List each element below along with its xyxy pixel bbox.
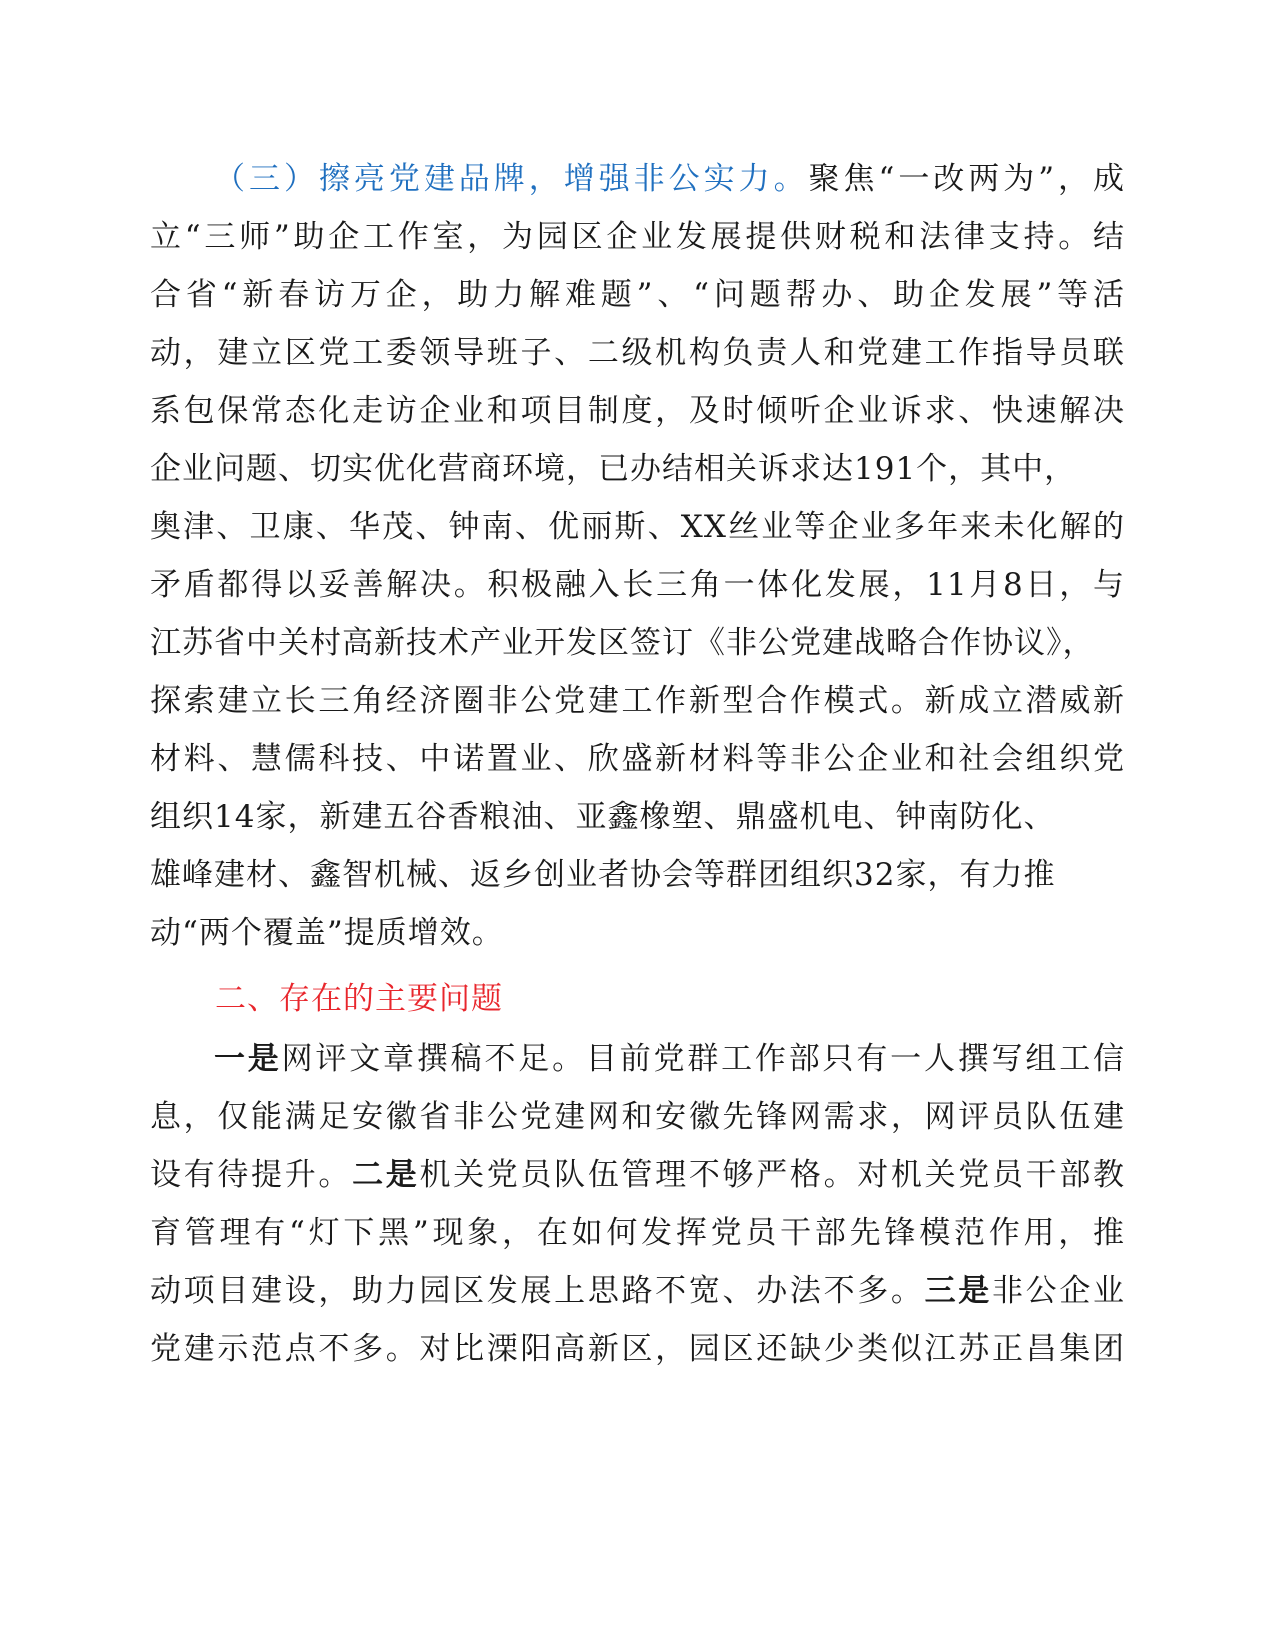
paragraph-line (150, 1262, 1125, 1320)
problem-2-label: 二是 (352, 1157, 420, 1193)
paragraph-line (150, 150, 1125, 208)
paragraph-line: 企业问题、切实优化营商环境，已办结相关诉求达191个，其中， (150, 451, 1077, 487)
problems-paragraph (150, 1030, 1125, 1378)
part-2-heading: 二、存在的主要问题 (215, 981, 503, 1017)
paragraph-text: 非公企业 (991, 1273, 1125, 1309)
paragraph-line: 动“两个覆盖”提质增效。 (150, 915, 504, 951)
paragraph-line: 育管理有“灯下黑”现象，在如何发挥党员干部先锋模范作用，推 (150, 1215, 1125, 1251)
paragraph-line (150, 1146, 1125, 1204)
paragraph-line: 动，建立区党工委领导班子、二级机构负责人和党建工作指导员联 (150, 335, 1125, 371)
paragraph-text: 动项目建设，助力园区发展上思路不宽、办法不多。 (150, 1273, 925, 1309)
paragraph-line: 立“三师”助企工作室，为园区企业发展提供财税和法律支持。结 (150, 219, 1125, 255)
paragraph-text: 网评文章撰稿不足。目前党群工作部只有一人撰写组工信 (281, 1041, 1125, 1077)
paragraph-text: 聚焦“一改两为”，成 (808, 161, 1125, 197)
section-3-paragraph (150, 150, 1125, 962)
paragraph-line: 江苏省中关村高新技术产业开发区签订《非公党建战略合作协议》， (150, 625, 1095, 661)
problem-1-label: 一是 (214, 1041, 282, 1077)
paragraph-line: 息，仅能满足安徽省非公党建网和安徽先锋网需求，网评员队伍建 (150, 1099, 1125, 1135)
paragraph-line: 奥津、卫康、华茂、钟南、优丽斯、XX丝业等企业多年来未化解的 (150, 509, 1125, 545)
section-3-heading: （三）擦亮党建品牌，增强非公实力。 (214, 161, 809, 197)
paragraph-line: 雄峰建材、鑫智机械、返乡创业者协会等群团组织32家，有力推 (150, 857, 1056, 893)
paragraph-line (150, 1030, 1125, 1088)
paragraph-text: 设有待提升。 (150, 1157, 353, 1193)
problem-3-label: 三是 (924, 1273, 992, 1309)
paragraph-line: 合省“新春访万企，助力解难题”、“问题帮办、助企发展”等活 (150, 277, 1125, 313)
paragraph-text: 机关党员队伍管理不够严格。对机关党员干部教 (419, 1157, 1125, 1193)
paragraph-line: 材料、慧儒科技、中诺置业、欣盛新材料等非公企业和社会组织党 (150, 741, 1125, 777)
paragraph-line: 组织14家，新建五谷香粮油、亚鑫橡塑、鼎盛机电、钟南防化、 (150, 799, 1056, 835)
paragraph-line: 矛盾都得以妥善解决。积极融入长三角一体化发展，11月8日，与 (150, 567, 1125, 603)
paragraph-line: 探索建立长三角经济圈非公党建工作新型合作模式。新成立潜威新 (150, 683, 1125, 719)
paragraph-line: 党建示范点不多。对比溧阳高新区，园区还缺少类似江苏正昌集团 (150, 1331, 1125, 1367)
paragraph-line: 系包保常态化走访企业和项目制度，及时倾听企业诉求、快速解决 (150, 393, 1125, 429)
